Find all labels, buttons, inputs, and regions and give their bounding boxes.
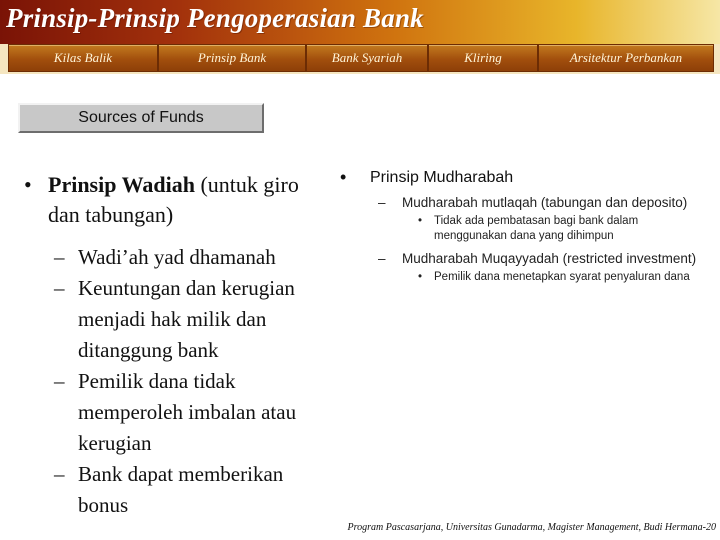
tab-label: Arsitektur Perbankan: [569, 50, 683, 65]
section-label: Sources of Funds: [78, 109, 204, 126]
wadiah-heading-bold: Prinsip Wadiah: [48, 172, 195, 197]
wadiah-heading: [24, 170, 334, 230]
list-item-text: Mudharabah Muqayyadah (restricted investment): [402, 251, 697, 266]
mudharabah-heading-text: Prinsip Mudharabah: [370, 169, 514, 186]
footer-credit: Program Pascasarjana, Universitas Gunadarma, Magister Management, Budi Hermana-20: [347, 522, 716, 533]
list-item: [24, 459, 334, 521]
dash-icon: –: [378, 251, 386, 266]
list-item-detail: [340, 214, 700, 244]
list-item: [24, 366, 334, 459]
detail-text: Tidak ada pembatasan bagi bank dalam menggunakan dana yang dihimpun: [434, 215, 639, 242]
dash-icon: –: [54, 462, 65, 486]
dash-icon: –: [54, 245, 65, 269]
dash-icon: –: [378, 195, 386, 210]
list-item-text: Wadi’ah yad dhamanah: [78, 245, 276, 269]
tab-label: Prinsip Bank: [197, 50, 267, 65]
mudharabah-column: [340, 168, 700, 285]
mudharabah-heading: [340, 168, 700, 188]
list-item-text: Mudharabah mutlaqah (tabungan dan deposito): [402, 195, 688, 210]
sources-of-funds-button[interactable]: [18, 103, 264, 133]
detail-text: Pemilik dana menetapkan syarat penyaluran dana: [434, 271, 690, 283]
tab-kliring[interactable]: [428, 44, 538, 72]
bullet-icon: •: [24, 172, 32, 197]
list-item: [24, 273, 334, 366]
tab-kilas-balik[interactable]: [8, 44, 158, 72]
tab-label: Kliring: [464, 50, 502, 65]
wadiah-heading-rest: (untuk giro dan tabungan): [48, 172, 299, 227]
list-item: [340, 250, 700, 268]
bullet-icon: •: [418, 271, 423, 283]
tab-prinsip-bank[interactable]: [158, 44, 306, 72]
list-item-text: Pemilik dana tidak memperoleh imbalan atau kerugian: [78, 369, 297, 455]
dash-icon: –: [54, 369, 65, 393]
wadiah-list: [24, 242, 334, 521]
dash-icon: –: [54, 276, 65, 300]
header-banner: [0, 0, 720, 44]
tab-label: Kilas Balik: [53, 50, 113, 65]
tab-bank-syariah[interactable]: [306, 44, 428, 72]
wadiah-column: [24, 170, 334, 521]
list-item-detail: [340, 270, 700, 285]
page-title: Prinsip-Prinsip Pengoperasian Bank: [6, 3, 424, 33]
list-item: [340, 194, 700, 212]
list-item: [24, 242, 334, 273]
tab-arsitektur-perbankan[interactable]: [538, 44, 714, 72]
bullet-icon: •: [418, 215, 423, 227]
bullet-icon: •: [340, 167, 347, 187]
list-item-text: Bank dapat memberikan bonus: [78, 462, 284, 517]
list-item-text: Keuntungan dan kerugian menjadi hak milik dan ditanggung bank: [78, 276, 295, 362]
tab-label: Bank Syariah: [331, 50, 403, 65]
